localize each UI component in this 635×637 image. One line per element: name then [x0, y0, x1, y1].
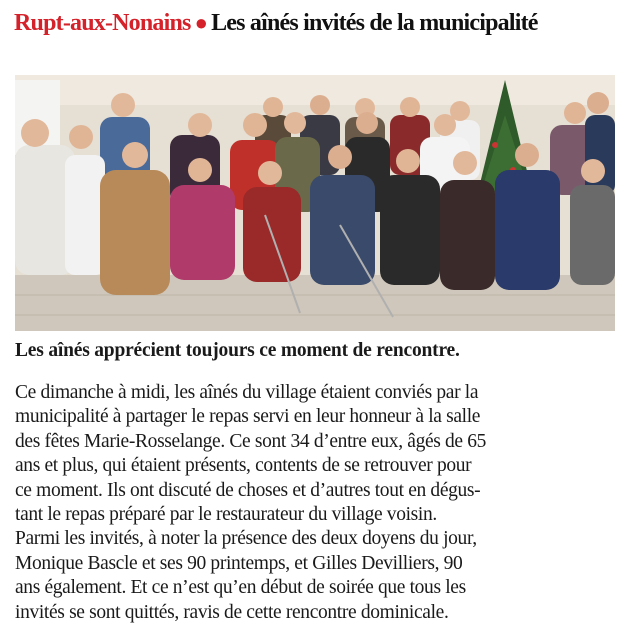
- body-line: ans et plus, qui étaient présents, contents de se retrouver pour: [15, 455, 472, 477]
- group-photo-illustration: [15, 75, 615, 331]
- article-body: [15, 381, 627, 625]
- body-line: Parmi les invités, à noter la présence des deux doyens du jour,: [15, 528, 477, 550]
- body-line: ce moment. Ils ont discuté de choses et d’autres tout en dégus-: [15, 479, 481, 501]
- bullet-dot-icon: ●: [194, 10, 208, 35]
- body-line: des fêtes Marie-Rosselange. Ce sont 34 d’entre eux, âgés de 65: [15, 430, 487, 452]
- body-line: ans également. Et ce n’est qu’en début de soirée que tous les: [15, 577, 466, 599]
- body-line: Ce dimanche à midi, les aînés du village étaient conviés par la: [15, 382, 479, 403]
- body-line: tant le repas préparé par le restaurateur du village voisin.: [15, 504, 437, 526]
- headline-title: Les aînés invités de la municipalité: [211, 10, 538, 36]
- photo-caption: Les aînés apprécient toujours ce moment de rencontre.: [15, 340, 460, 361]
- body-line: Monique Bascle et ses 90 printemps, et Gilles Devilliers, 90: [15, 552, 463, 574]
- group-photo: [15, 75, 615, 331]
- body-line: municipalité à partager le repas servi en leur honneur à la salle: [15, 406, 481, 428]
- headline: [14, 8, 626, 38]
- headline-place: Rupt-aux-Nonains: [14, 10, 191, 36]
- body-line: invités se sont quittés, ravis de cette rencontre dominicale.: [15, 601, 449, 623]
